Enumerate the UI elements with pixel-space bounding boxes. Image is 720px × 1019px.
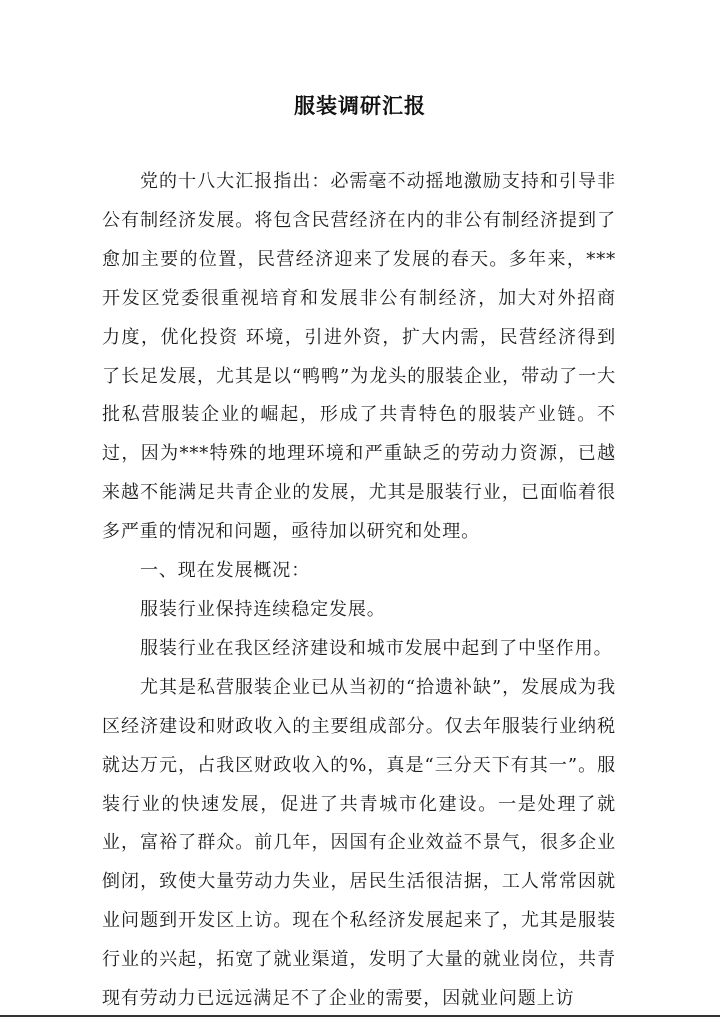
paragraph-section-heading: 一、现在发展概况： [140, 560, 311, 582]
page-bottom-border [0, 1015, 720, 1017]
document-body [102, 163, 616, 1019]
paragraph-stable-development: 服装行业保持连续稳定发展。 [140, 598, 386, 620]
document-title: 服装调研汇报 [294, 93, 426, 118]
paragraph-intro: 党的十八大汇报指出：必需毫不动摇地激励支持和引导非公有制经济发展。将包含民营经济在内的非公有制经济提到了愈加主要的位置，民营经济迎来了发展的春天。多年来，***开发区党委很重视培育和发展非公有制经济，加大对外招商 力度，优化投资 环境，引进外资，扩大内需，民营经济得到了长足发展，尤其是以“鸭鸭”为龙头的服装企业，带动了一大批私营服装企业的崛起，形成了共青特色的服装产业链。不过，因为***特殊的地理环境和严重缺乏的劳动力资源，已越来越不能满足共青企业的发展，尤其是服装行业，已面临着很多严重的情况和问题，亟待加以研究和处理。 [102, 171, 616, 543]
paragraph-private-enterprises: 尤其是私营服装企业已从当初的“拾遗补缺”，发展成为我区经济建设和财政收入的主要组成部分。仅去年服装行业纳税就达万元，占我区财政收入的%，真是“三分天下有其一”。服装行业的快速发展，促进了共青城市化建设。一是处理了就业，富裕了群众。前几年，因国有企业效益不景气，很多企业倒闭，致使大量劳动力失业，居民生活很洁据，工人常常因就业问题到开发区上访。现在个私经济发展起来了，尤其是服装行业的兴起，拓宽了就业渠道，发明了大量的就业岗位，共青现有劳动力已远远满足不了企业的需要，因就业问题上访 [102, 676, 616, 1010]
paragraph-backbone-role: 服装行业在我区经济建设和城市发展中起到了中坚作用。 [140, 637, 613, 659]
